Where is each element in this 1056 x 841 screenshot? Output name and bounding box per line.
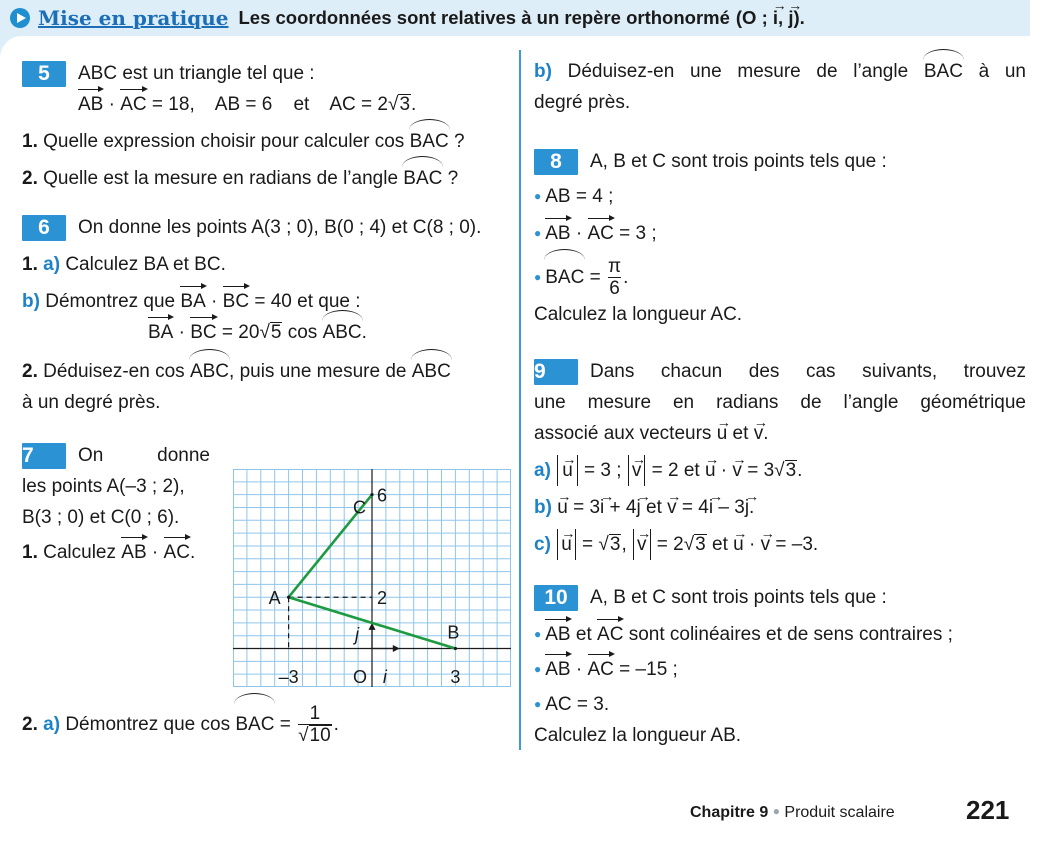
section-header [10, 5, 805, 31]
right-column [534, 56, 1026, 751]
exercise-number-8: 8 [534, 149, 578, 175]
ex6-q1a: 1. a) Calculez BA et BC. [22, 254, 226, 275]
exercise-number-9: 9 [534, 359, 578, 385]
label-j: j [355, 624, 359, 645]
frame-notation: (O ; → i, → j). [736, 7, 805, 29]
ex6-q2-cont: à un degré près. [22, 392, 161, 413]
ex7-intro-3: B(3 ; 0) et C(0 ; 6). [22, 507, 180, 528]
ex7-coordinate-graph [233, 469, 511, 687]
section-title: Mise en pratique [38, 6, 229, 30]
ex9-intro-3: associé aux vecteurs → u et → v. [534, 418, 1026, 449]
ex10-c3: ● AC = 3. [534, 694, 610, 715]
point-C [370, 493, 373, 496]
ex6-q1b-equation: BA · BC = 20√5 cos ABC. [22, 317, 514, 348]
ex8-intro-line: 8 A, B et C sont trois points tels que : [534, 146, 1026, 177]
column-divider [519, 50, 521, 750]
ex6-q1b: b) Démontrez que BA · BC = 40 et que : [22, 286, 514, 317]
tick-y-6: 6 [377, 485, 388, 506]
ex9-intro-1: 9 Dans chacun des cas suivants, trouvez [534, 359, 1026, 383]
ex5-q2: 2. Quelle est la mesure en radians de l’angle BAC ? [22, 163, 514, 194]
point-A [287, 596, 290, 599]
point-B [454, 647, 457, 650]
ex9-intro-2: une mesure en radians de l’angle géométrique [534, 392, 1026, 413]
ex7-q2a: 2. a) Démontrez que cos BAC = $\frac{1}{√10}$ . [22, 700, 339, 750]
ex9-c: c) → u = √3, → v = 2√3 et → u · → v = –3. [534, 529, 1026, 560]
tick-x-neg3: –3 [278, 667, 299, 687]
ex10-question: Calculez la longueur AB. [534, 725, 742, 746]
label-B: B [447, 622, 460, 643]
ex7-q1: 1. Calculez AB · AC. [22, 537, 210, 568]
section-subtitle: Les coordonnées sont relatives à un repère orthonormé [238, 7, 730, 28]
ex5-intro-line [22, 58, 514, 89]
ex6b-line2: degré près. [534, 92, 631, 113]
tick-x-3: 3 [450, 667, 461, 687]
exercise-number-5: 5 [22, 61, 66, 87]
ex9-b: b) → u = 3→ i + 4→ j et → v = 4→ i – 3→ j. [534, 492, 1026, 523]
tick-y-2: 2 [377, 588, 388, 609]
play-bullet-icon [10, 8, 30, 28]
ex10-intro-line: 10 A, B et C sont trois points tels que : [534, 582, 1026, 613]
ex5-given: AB · AC = 18, AB = 6 et AC = 2√3. [22, 89, 514, 120]
label-i: i [382, 667, 387, 687]
fraction-1-sqrt10: $\frac{1}{√10}$ [298, 702, 331, 747]
label-C: C [353, 497, 366, 518]
label-O: O [353, 667, 368, 687]
ex6-q2: 2. Déduisez-en cos ABC, puis une mesure de ABC [22, 356, 514, 387]
page-number: 221 [966, 795, 1010, 825]
ex8-question: Calculez la longueur AC. [534, 304, 743, 325]
ex6b-line1: b) Déduisez-en une mesure de l’angle BAC à un [534, 56, 1026, 87]
exercise-number-7: 7 [22, 443, 66, 469]
exercise-number-6: 6 [22, 215, 66, 241]
ex7-intro-2: les points A(–3 ; 2), [22, 476, 185, 497]
label-A: A [268, 588, 281, 609]
ex7-intro-1: 7 On donne [22, 443, 210, 467]
ex10-c2: ● AB · AC = –15 ; [534, 654, 1026, 685]
ex8-c3: ● BAC = $\frac{\pi}{6}$ . [534, 255, 629, 300]
ex5-q1: 1. Quelle expression choisir pour calculer cos BAC ? [22, 126, 514, 157]
ex6-intro-line [22, 212, 514, 243]
ex5-intro: ABC est un triangle tel que : [78, 63, 315, 84]
ex7-block [22, 440, 210, 568]
ex8-c2: ● AB · AC = 3 ; [534, 218, 1026, 249]
footer-chapter: Chapitre 9 ● Produit scalaire [690, 804, 895, 821]
ex6-intro: On donne les points A(3 ; 0), B(0 ; 4) et C(8 ; 0). [78, 217, 482, 238]
ex9-a: a) → u = 3 ; → v = 2 et → u · → v = 3√3. [534, 455, 1026, 486]
ex8-c1: ● AB = 4 ; [534, 186, 614, 207]
exercise-number-10: 10 [534, 585, 578, 611]
unit-vector-i-arrowhead [393, 645, 400, 652]
ex10-c1: ● AB et AC sont colinéaires et de sens contraires ; [534, 619, 1026, 650]
